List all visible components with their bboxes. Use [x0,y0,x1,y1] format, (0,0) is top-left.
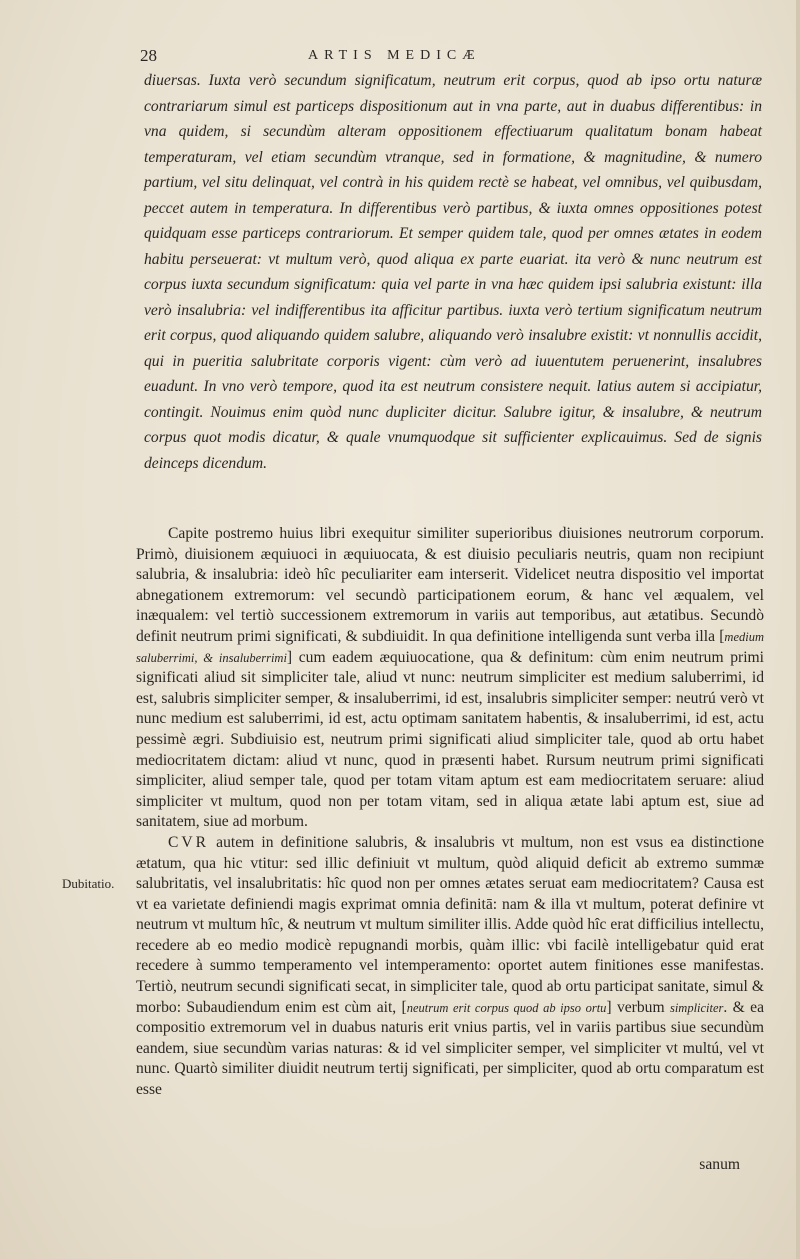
page-number: 28 [140,46,157,65]
p2-text-end: . & ea compositio extremorum vel in duabus naturis erit vnius partis, vel in variis partibus siue secundùm eandem, siue secundùm varias naturas: & id vel simpliciter semper, vel simpliciter vt multú, vel vt nunc. Quartò similiter diuidit neutrum tertij significati, per simpliciter, quod ab ortu comparatum est esse [136,998,764,1099]
p2-text-mid: ] verbum [606,998,670,1016]
p1-text-start: Capite postremo huius libri exequitur similiter superioribus diuisiones neutrorum corporum. Primò, diuisionem æquiuoci in æquiuocata, & est diuisio peculiaris neutris, quam non recipiunt salubria, & insalubria: ideò hîc peculiariter eam interserit. Videlicet neutra dispositio vel importat abnegationem extremorum: vel secundò participationem eorum, & hanc vel æqualem, vel inæqualem: vel tertiò successionem extremorum in variis aut temporibus, aut ætatibus. Secundò definit neutrum primi significati, & subdiuidit. In qua definitione intelligenda sunt verba illa [ [136,525,764,645]
page-header [138,42,740,68]
margin-note: Dubitatio. [62,876,115,891]
commentary-text: diuersas. Iuxta verò secundum significatum, neutrum erit corpus, quod ab ipso ortu naturæ contrariarum simul est particeps dispositionum aut in vna parte, aut in duabus differentibus: in vna quidem, si secundùm alteram oppositionem effectiuarum qualitatum bonam habeat temperaturam, vel etiam secundùm vtranque, sed in formatione, & magnitudine, & numero partium, vel situ delinquat, vel contrà in his quidem rectè se habeat, vel omnibus, vel quibusdam, peccet autem in temperatura. In differentibus verò partibus, & iuxta omnes oppositiones potest quidquam esse particeps contrariorum. Et semper quidem tale, quod per omnes ætates in eodem habitu perseuerat: vt multum verò, quod aliqua ex parte euariat. ita verò & nunc neutrum est corpus iuxta secundum significatum: quia vel parte in vna hæc quidem ipsi salubria existunt: illa verò insalubria: vel indifferentibus ita afficitur partibus. iuxta verò tertium significatum neutrum erit corpus, quod aliquando quidem salubre, aliquando verò insalubre existit: vt nonnullis accidit, qui in pueritia salubritate corporis vigent: cùm verò ad iuuentutem peruenerint, insalubres euadunt. In vno verò tempore, quod ita est neutrum consistere nequit. latius autem si accipiatur, contingit. Nouimus enim quòd nunc dupliciter dicitur. Salubre igitur, & insalubre, & neutrum corpus quot modis dicatur, & quale vnumquodque sit sufficienter explicauimus. Sed de signis deinceps dicendum. [144,72,762,472]
running-head: ARTIS MEDICÆ [308,48,481,63]
catchword: sanum [699,1156,740,1173]
p2-lead-word: CVR [168,833,210,851]
paragraph-1 [136,524,764,833]
main-text [136,524,764,1101]
paragraph-2 [136,833,764,1101]
p2-gloss-2: simpliciter [669,1000,724,1015]
page-edge [796,0,800,1259]
p2-gloss: neutrum erit corpus quod ab ipso ortu [406,1000,607,1015]
p1-gloss: medium saluberrimi, & insaluberrimi [136,629,764,665]
p2-text-start: autem in definitione salubris, & insalubris vt multum, non est vsus ea distinctione ætatum, qua hic vtitur: sed illic definiuit vt multum, quòd aliquid deficit ab extremo summæ salubritatis, vel insalubritatis: hîc quod non per omnes ætates seruat eam mediocritatem? Causa est vt ea varietate definiendi magis exprimat omnia definitā: nam & illa vt multum, poterat definire vt neutrum vt multum hîc, & neutrum vt multum similiter illis. Adde quòd hîc erat difficilius intellectu, recedere ab eo medio modicè repugnandi morbis, quàm illic: vbi facilè intelligebatur quid erat recedere à summo temperamento vel intemperamento: oportet autem finitiones esse manifestas. Tertiò, neutrum secundi significati secat, in simpliciter tale, quod ab ortu participat sanitate, simul & morbo: Subaudiendum enim est cùm ait, [ [136,833,764,1016]
p1-text-end: ] cum eadem æquiuocatione, qua & definitum: cùm enim neutrum primi significati aliud sit simpliciter tale, aliud vt nunc: neutrum simpliciter est medium saluberrimi, id est, salubris simpliciter semper, & insaluberrimi, id est, insalubris simpliciter semper: neutrú verò vt nunc medium est saluberrimi, id est, actu optimam sanitatem habentis, & insaluberrimi, id est, actu pessimè ægri. Subdiuisio est, neutrum primi significati aliud simpliciter tale, quod ab ortu habet mediocritatem dictam: aliud vt nunc, quod in præsenti habet. Rursum neutrum primi significati simpliciter, aliud semper tale, quod per totam vitam aptum est eam mediocritatem seruare: aliud simpliciter vt multum, quod non per totam vitam, sed in aliqua ætate labi aptum est, siue ad sanitatem, siue ad morbum. [136,648,764,831]
